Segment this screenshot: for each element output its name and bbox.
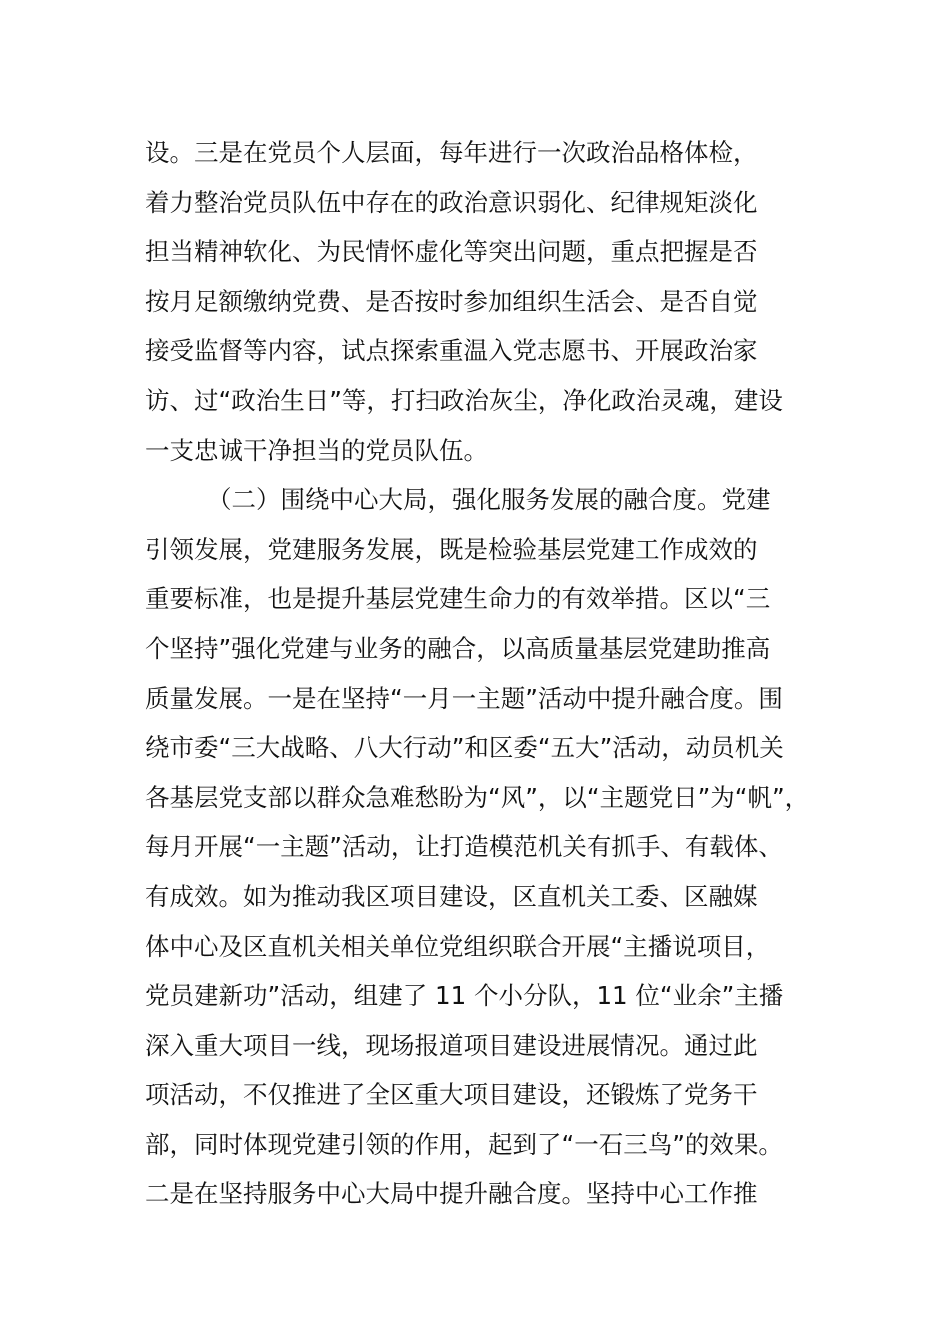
text-line: 按月足额缴纳党费、是否按时参加组织生活会、是否自觉 [145,286,758,316]
text-line: 项活动，不仅推进了全区重大项目建设，还锻炼了党务干 [145,1080,758,1110]
text-line: 各基层党支部以群众急难愁盼为“风”，以“主题党日”为“帆”， [145,782,810,812]
text-line: 重要标准，也是提升基层党建生命力的有效举措。区以“三 [145,584,771,614]
text-line: 设。三是在党员个人层面，每年进行一次政治品格体检， [145,138,758,167]
body-text [145,128,835,1219]
text-line: 部，同时体现党建引领的作用，起到了“一石三鸟”的效果。 [145,1129,783,1159]
text-line: 有成效。如为推动我区项目建设，区直机关工委、区融媒 [145,881,758,911]
text-line: 引领发展，党建服务发展，既是检验基层党建工作成效的 [145,534,758,564]
text-line: 二是在坚持服务中心大局中提升融合度。坚持中心工作推 [145,1179,758,1209]
text-line: 担当精神软化、为民情怀虚化等突出问题，重点把握是否 [145,237,758,267]
text-line: 党员建新功”活动，组建了 11 个小分队，11 位“业余”主播 [145,981,784,1011]
section-heading-line: （二）围绕中心大局，强化服务发展的融合度。党建 [207,485,771,515]
text-line: 质量发展。一是在坚持“一月一主题”活动中提升融合度。围 [145,683,783,713]
text-line: 着力整治党员队伍中存在的政治意识弱化、纪律规矩淡化 [145,187,758,217]
text-line: 体中心及区直机关相关单位党组织联合开展“主播说项目， [145,931,771,961]
text-line: 接受监督等内容，试点探索重温入党志愿书、开展政治家 [145,336,758,366]
text-line: 个坚持”强化党建与业务的融合，以高质量基层党建助推高 [145,633,771,663]
text-line: 一支忠诚干净担当的党员队伍。 [145,435,488,465]
text-line: 深入重大项目一线，现场报道项目建设进展情况。通过此 [145,1030,758,1060]
text-line: 访、过“政治生日”等，打扫政治灰尘，净化政治灵魂，建设 [145,385,783,415]
text-line: 绕市委“三大战略、八大行动”和区委“五大”活动，动员机关 [145,733,784,763]
text-line: 每月开展“一主题”活动，让打造模范机关有抓手、有载体、 [145,832,783,862]
